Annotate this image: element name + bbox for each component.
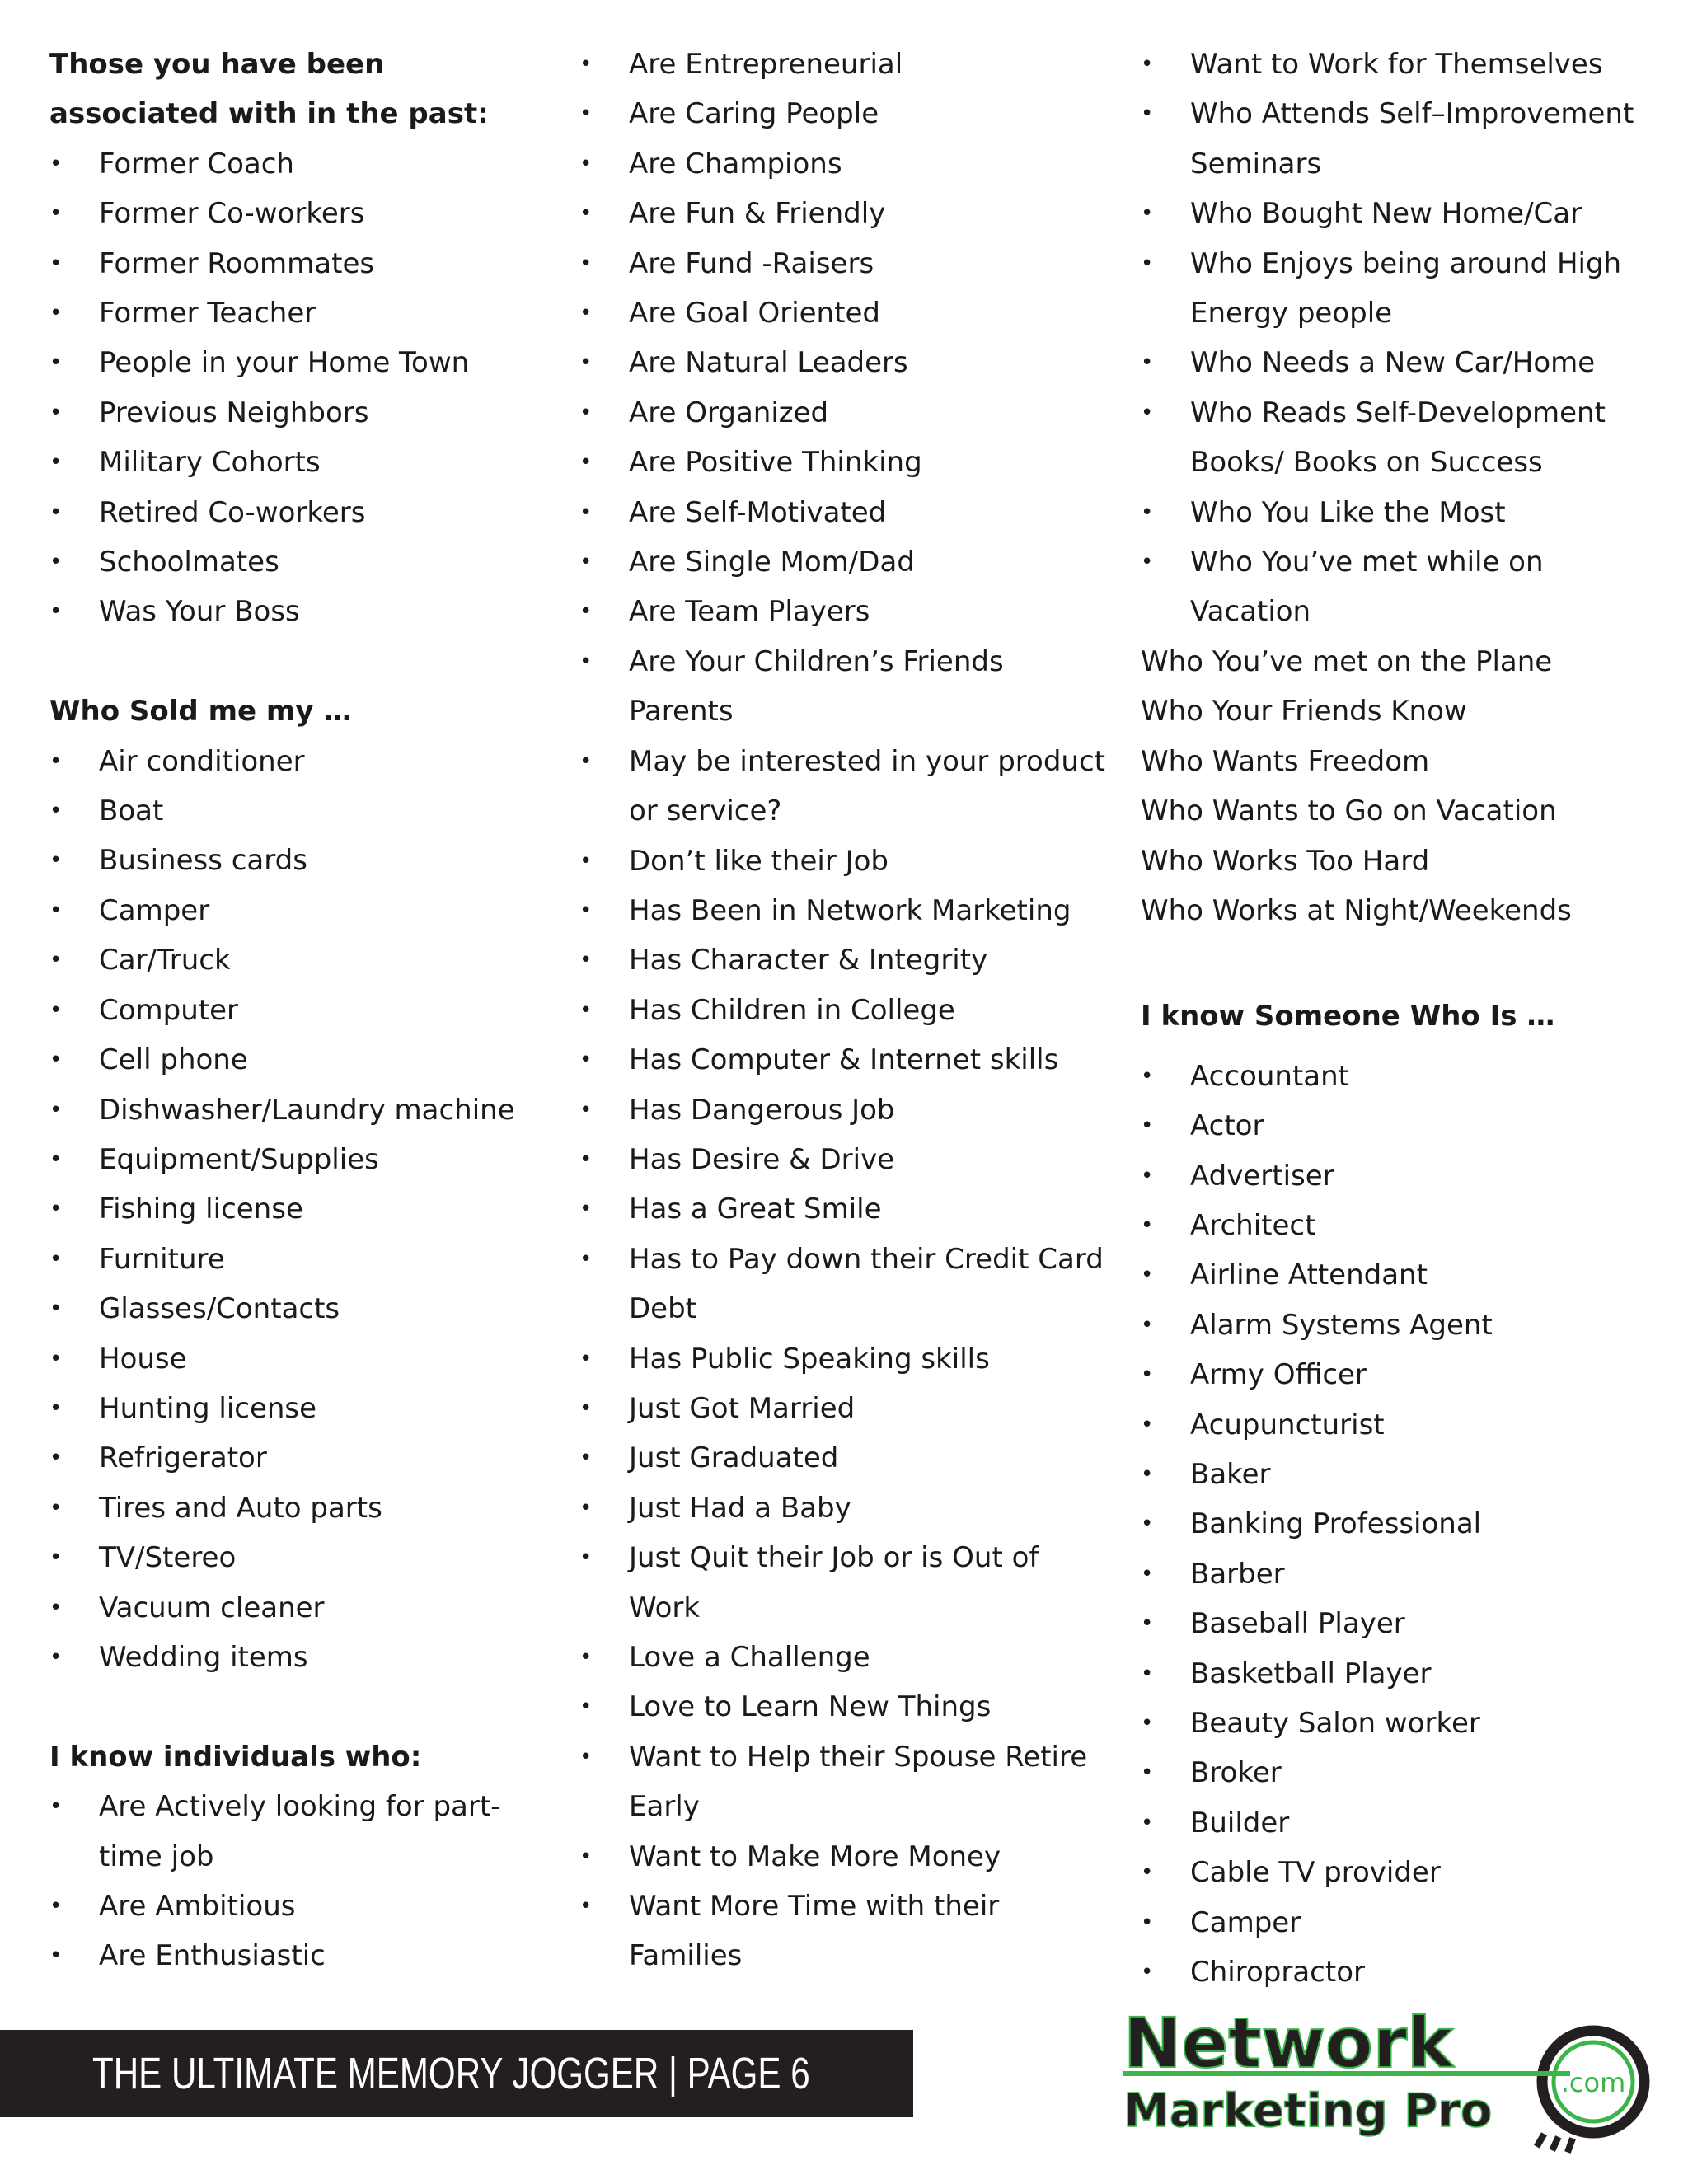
list-item: • Are Natural Leaders (579, 338, 1107, 387)
list-item: • Cable TV provider (1141, 1848, 1668, 1897)
list-item: • Are Entrepreneurial (579, 40, 1107, 89)
list-item: • Don’t like their Job (579, 837, 1107, 886)
list-item: • Who Reads Self-Development Books/ Books on Success (1141, 388, 1668, 488)
list-item: • Glasses/Contacts (49, 1284, 544, 1333)
list-item: • Army Officer (1141, 1350, 1668, 1399)
list-item: • Has Been in Network Marketing (579, 886, 1107, 935)
list-item: • House (49, 1334, 544, 1384)
list-item: • Alarm Systems Agent (1141, 1301, 1668, 1350)
list-item: • Are Team Players (579, 587, 1107, 636)
logo-word-network: Network (1123, 2003, 1454, 2083)
footer-title: THE ULTIMATE MEMORY JOGGER | PAGE 6 (92, 2049, 810, 2098)
section-heading-past: Those you have been associated with in the past: (49, 48, 489, 131)
list-item: • Former Roommates (49, 239, 544, 288)
list-item: • Retired Co-workers (49, 488, 544, 537)
list-item: • Want More Time with their Families (579, 1882, 1107, 1981)
list-item: • Refrigerator (49, 1433, 544, 1483)
column-3 (1141, 40, 1668, 1997)
list-item: • Car/Truck (49, 935, 544, 985)
list-item: • Was Your Boss (49, 587, 544, 636)
list-item: • Air conditioner (49, 737, 544, 786)
list-item: Who Works Too Hard (1141, 844, 1430, 878)
individuals-list (49, 1782, 544, 1981)
list-item: • Builder (1141, 1798, 1668, 1848)
list-item: • Barber (1141, 1549, 1668, 1599)
column-1 (49, 40, 544, 1981)
list-item: • Love to Learn New Things (579, 1682, 1107, 1732)
list-item: • Business cards (49, 836, 544, 885)
list-item: • Has Public Speaking skills (579, 1334, 1107, 1384)
list-item: • Has Children in College (579, 986, 1107, 1035)
list-item: • Fishing license (49, 1184, 544, 1234)
section-heading-sold: Who Sold me my … (49, 695, 352, 729)
list-item: • Are Your Children’s Friends Parents (579, 637, 1107, 737)
list-item: • May be interested in your product or service? (579, 737, 1107, 837)
sold-list (49, 737, 544, 1683)
list-item: • Who You’ve met while on Vacation (1141, 537, 1668, 637)
list-item: • Just Got Married (579, 1384, 1107, 1433)
list-item: • Who You Like the Most (1141, 488, 1668, 537)
logo-dotcom: .com (1560, 2067, 1626, 2098)
list-item: • Has Desire & Drive (579, 1135, 1107, 1184)
list-item: • Vacuum cleaner (49, 1583, 544, 1633)
someone-list (1141, 1052, 1668, 1998)
list-item: • Architect (1141, 1201, 1668, 1250)
list-item: • Want to Make More Money (579, 1832, 1107, 1882)
list-item: • Has a Great Smile (579, 1184, 1107, 1234)
list-item: • Banking Professional (1141, 1499, 1668, 1549)
who-plain-list (1141, 637, 1668, 935)
logo-word-marketing-pro: Marketing Pro (1123, 2084, 1493, 2138)
list-item: • Who Enjoys being around High Energy people (1141, 239, 1668, 339)
traits-list (579, 40, 1107, 1981)
list-item: Who You’ve met on the Plane (1141, 644, 1553, 678)
list-item: • Are Single Mom/Dad (579, 537, 1107, 587)
list-item: • Former Coach (49, 139, 544, 189)
list-item: • Are Goal Oriented (579, 288, 1107, 338)
list-item: • People in your Home Town (49, 338, 544, 387)
network-marketing-pro-logo (1109, 1994, 1653, 2168)
list-item: • Are Enthusiastic (49, 1931, 544, 1980)
list-item: • Has Computer & Internet skills (579, 1035, 1107, 1085)
list-item: • Camper (49, 886, 544, 935)
list-item: • Schoolmates (49, 537, 544, 587)
list-item: • Military Cohorts (49, 438, 544, 487)
list-item: • Hunting license (49, 1384, 544, 1433)
list-item: • Are Fun & Friendly (579, 189, 1107, 238)
list-item: • Actor (1141, 1101, 1668, 1151)
list-item: • Has Dangerous Job (579, 1085, 1107, 1135)
list-item: • Has to Pay down their Credit Card Debt (579, 1235, 1107, 1334)
list-item: • Are Self-Motivated (579, 488, 1107, 537)
list-item: • Accountant (1141, 1052, 1668, 1101)
list-item: • Are Positive Thinking (579, 438, 1107, 487)
list-item: • Want to Work for Themselves (1141, 40, 1668, 89)
list-item: Who Wants to Go on Vacation (1141, 794, 1557, 828)
list-item: • Are Fund -Raisers (579, 239, 1107, 288)
list-item: • TV/Stereo (49, 1533, 544, 1582)
list-item: • Are Organized (579, 388, 1107, 438)
list-item: • Airline Attendant (1141, 1250, 1668, 1300)
past-list (49, 139, 544, 637)
list-item: • Previous Neighbors (49, 388, 544, 438)
footer-bar (0, 2030, 913, 2117)
list-item: • Just Quit their Job or is Out of Work (579, 1533, 1107, 1633)
list-item: • Former Teacher (49, 288, 544, 338)
list-item: • Love a Challenge (579, 1633, 1107, 1682)
list-item: • Who Bought New Home/Car (1141, 189, 1668, 238)
list-item: • Who Needs a New Car/Home (1141, 338, 1668, 387)
list-item: • Just Graduated (579, 1433, 1107, 1483)
list-item: • Acupuncturist (1141, 1400, 1668, 1450)
list-item: • Who Attends Self–Improvement Seminars (1141, 89, 1668, 189)
list-item: • Cell phone (49, 1035, 544, 1085)
list-item: • Wedding items (49, 1633, 544, 1682)
list-item: • Baker (1141, 1450, 1668, 1499)
list-item: • Broker (1141, 1748, 1668, 1797)
list-item: • Are Caring People (579, 89, 1107, 138)
list-item: • Has Character & Integrity (579, 935, 1107, 985)
section-heading-someone: I know Someone Who Is … (1141, 1000, 1555, 1033)
list-item: • Chiropractor (1141, 1947, 1668, 1997)
who-bullet-list (1141, 40, 1668, 637)
list-item: • Beauty Salon worker (1141, 1699, 1668, 1748)
list-item: • Dishwasher/Laundry machine (49, 1085, 544, 1135)
column-2 (579, 40, 1107, 1981)
list-item: • Are Champions (579, 139, 1107, 189)
list-item: • Want to Help their Spouse Retire Early (579, 1732, 1107, 1832)
section-heading-individuals: I know individuals who: (49, 1740, 422, 1774)
list-item: • Are Actively looking for part-time job (49, 1782, 544, 1882)
logo-tick-marks (1534, 2132, 1576, 2154)
list-item: • Are Ambitious (49, 1882, 544, 1931)
list-item: Who Wants Freedom (1141, 744, 1430, 778)
list-item: • Baseball Player (1141, 1599, 1668, 1648)
list-item: • Basketball Player (1141, 1649, 1668, 1699)
list-item: • Computer (49, 986, 544, 1035)
list-item: • Tires and Auto parts (49, 1483, 544, 1533)
list-item: Who Your Friends Know (1141, 695, 1467, 729)
list-item: • Furniture (49, 1235, 544, 1284)
list-item: • Equipment/Supplies (49, 1135, 544, 1184)
list-item: • Former Co-workers (49, 189, 544, 238)
list-item: • Camper (1141, 1898, 1668, 1947)
list-item: • Just Had a Baby (579, 1483, 1107, 1533)
list-item: • Advertiser (1141, 1151, 1668, 1201)
list-item: • Boat (49, 786, 544, 836)
list-item: Who Works at Night/Weekends (1141, 893, 1572, 927)
